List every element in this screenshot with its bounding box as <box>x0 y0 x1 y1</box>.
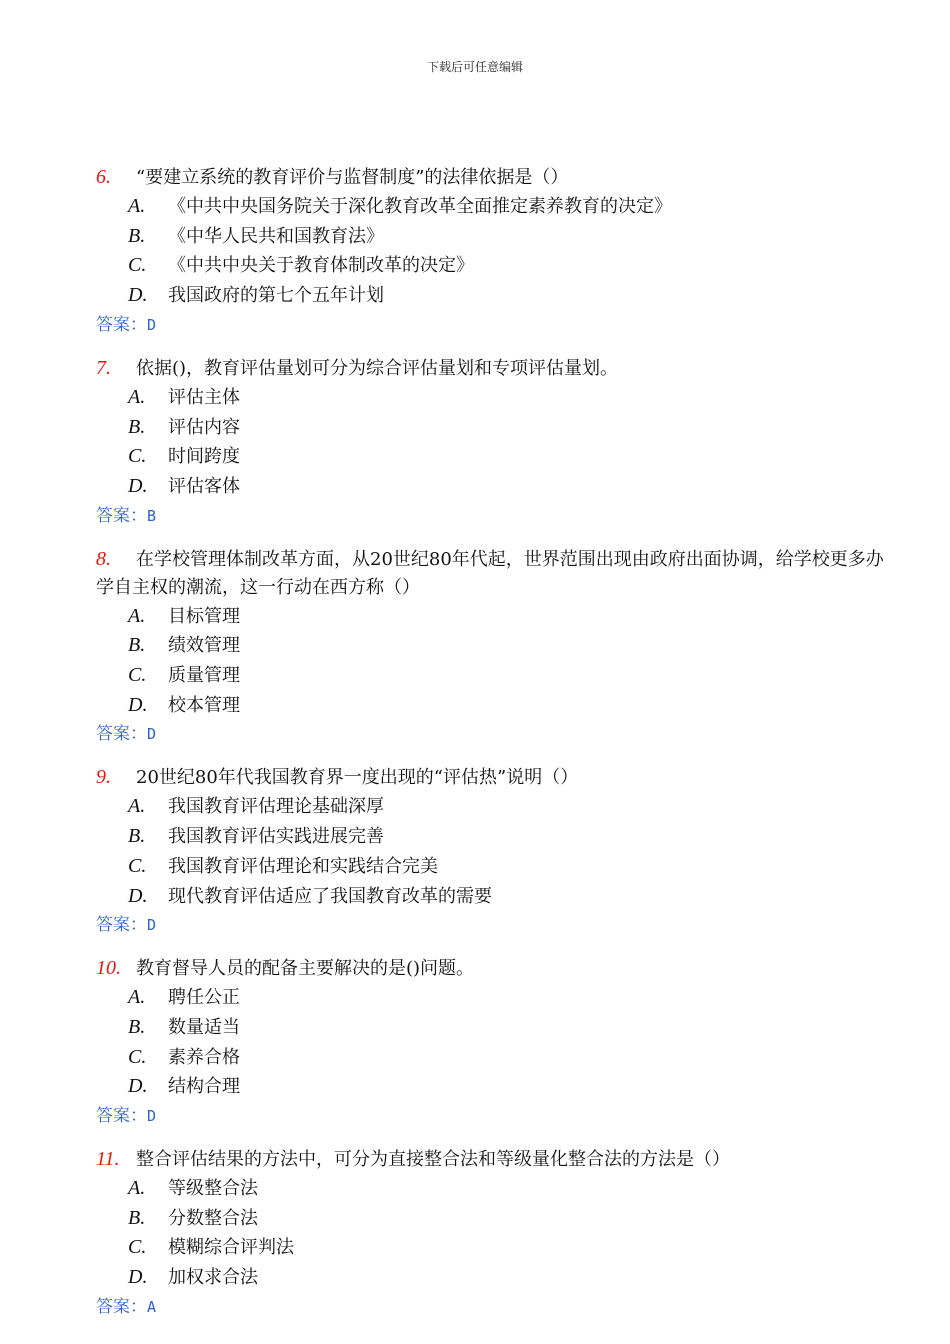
option-text: 质量管理 <box>168 665 240 687</box>
answer-value: A <box>147 1297 157 1316</box>
question-item <box>96 545 896 749</box>
answer-label: 答案： <box>96 1106 147 1127</box>
option-letter: C. <box>128 1045 147 1068</box>
option-letter: A. <box>128 1177 146 1200</box>
option-text: 我国教育评估理论基础深厚 <box>168 796 384 818</box>
option-item <box>96 822 896 852</box>
option-item <box>96 1204 896 1234</box>
answer-label: 答案： <box>96 915 147 936</box>
option-letter: D. <box>128 1266 148 1289</box>
option-item <box>96 1013 896 1043</box>
option-letter: A. <box>128 986 146 1009</box>
option-letter: C. <box>128 854 147 877</box>
option-letter: B. <box>128 1206 146 1229</box>
option-letter: D. <box>128 693 148 716</box>
option-text: 结构合理 <box>168 1076 240 1098</box>
question-number: 7. <box>96 356 111 379</box>
option-letter: B. <box>128 224 146 247</box>
option-text: 我国政府的第七个五年计划 <box>168 285 384 307</box>
option-item <box>96 472 896 502</box>
option-list <box>96 383 896 502</box>
option-text: 绩效管理 <box>168 635 240 657</box>
option-letter: B. <box>128 1015 146 1038</box>
option-item <box>96 1263 896 1293</box>
option-text: 目标管理 <box>168 605 240 627</box>
question-item <box>96 954 896 1130</box>
option-letter: D. <box>128 284 148 307</box>
option-text: 我国教育评估实践进展完善 <box>168 826 384 848</box>
answer-line <box>96 1102 896 1130</box>
answer-value: D <box>147 315 157 334</box>
option-letter: C. <box>128 254 147 277</box>
option-item <box>96 661 896 691</box>
option-letter: D. <box>128 884 148 907</box>
option-item <box>96 983 896 1013</box>
option-text: 数量适当 <box>168 1016 240 1038</box>
option-letter: C. <box>128 664 147 687</box>
option-item <box>96 281 896 311</box>
option-letter: D. <box>128 1075 148 1098</box>
question-stem <box>96 1145 896 1174</box>
option-letter: A. <box>128 385 146 408</box>
question-item <box>96 1145 896 1321</box>
option-item <box>96 192 896 222</box>
option-item <box>96 792 896 822</box>
answer-value: B <box>147 506 157 525</box>
answer-line <box>96 911 896 939</box>
page-header: 下载后可任意编辑 <box>426 60 523 74</box>
option-list <box>96 792 896 911</box>
option-text: 《中共中央国务院关于深化教育改革全面推定素养教育的决定》 <box>168 196 672 217</box>
option-text: 评估主体 <box>168 386 240 408</box>
option-letter: D. <box>128 474 148 497</box>
option-text: 校本管理 <box>168 694 240 716</box>
question-item <box>96 163 896 339</box>
answer-line <box>96 720 896 748</box>
option-letter: C. <box>128 1236 147 1259</box>
option-item <box>96 251 896 281</box>
option-item <box>96 631 896 661</box>
answer-value: D <box>147 916 157 935</box>
option-text: 评估内容 <box>168 416 240 438</box>
question-text: “要建立系统的教育评价与监督制度”的法律依据是（） <box>136 167 569 188</box>
question-number: 9. <box>96 766 111 789</box>
option-item <box>96 691 896 721</box>
question-text: 在学校管理体制改革方面，从20世纪80年代起，世界范围出现由政府出面协调，给学校更多办学自主权的潮流，这一行动在西方称（） <box>96 548 884 598</box>
option-letter: A. <box>128 195 146 217</box>
option-text: 《中共中央关于教育体制改革的决定》 <box>168 255 474 277</box>
question-list <box>96 163 896 1336</box>
question-number: 10. <box>96 957 121 980</box>
option-item <box>96 1072 896 1102</box>
option-text: 评估客体 <box>168 475 240 497</box>
answer-line <box>96 311 896 339</box>
question-stem <box>96 954 896 983</box>
question-stem <box>96 545 896 602</box>
option-text: 分数整合法 <box>168 1207 258 1229</box>
question-text: 20世纪80年代我国教育界一度出现的“评估热”说明（） <box>136 767 579 789</box>
option-item <box>96 383 896 413</box>
option-text: 加权求合法 <box>168 1267 258 1289</box>
option-item <box>96 852 896 882</box>
option-text: 聘任公正 <box>168 987 240 1009</box>
option-letter: A. <box>128 604 146 627</box>
answer-line <box>96 1293 896 1321</box>
option-item <box>96 602 896 632</box>
option-letter: C. <box>128 445 147 468</box>
answer-label: 答案： <box>96 724 147 745</box>
answer-value: D <box>147 1107 157 1126</box>
option-text: 等级整合法 <box>168 1178 258 1200</box>
option-letter: A. <box>128 795 146 818</box>
question-stem <box>96 354 896 383</box>
question-stem <box>96 763 896 792</box>
option-text: 素养合格 <box>168 1046 240 1068</box>
question-text: 整合评估结果的方法中，可分为直接整合法和等级量化整合法的方法是（） <box>136 1149 730 1171</box>
answer-label: 答案： <box>96 1296 147 1317</box>
option-list <box>96 602 896 721</box>
option-text: 我国教育评估理论和实践结合完美 <box>168 855 438 877</box>
option-item <box>96 1043 896 1073</box>
option-text: 模糊综合评判法 <box>168 1237 294 1259</box>
option-item <box>96 222 896 252</box>
option-list <box>96 983 896 1102</box>
option-letter: B. <box>128 825 146 848</box>
option-text: 时间跨度 <box>168 446 240 468</box>
option-list <box>96 1174 896 1293</box>
option-list <box>96 192 896 311</box>
option-text: 现代教育评估适应了我国教育改革的需要 <box>168 885 492 907</box>
answer-value: D <box>147 725 157 744</box>
option-item <box>96 413 896 443</box>
question-number: 8. <box>96 547 111 570</box>
answer-label: 答案： <box>96 505 147 526</box>
question-number: 6. <box>96 166 111 188</box>
option-item <box>96 1233 896 1263</box>
option-text: 《中华人民共和国教育法》 <box>168 225 384 247</box>
answer-label: 答案： <box>96 314 147 335</box>
question-item <box>96 354 896 530</box>
option-letter: B. <box>128 415 146 438</box>
question-text: 教育督导人员的配备主要解决的是()问题。 <box>136 958 475 980</box>
option-item <box>96 442 896 472</box>
question-number: 11. <box>96 1148 120 1171</box>
option-letter: B. <box>128 634 146 657</box>
question-item <box>96 763 896 939</box>
option-item <box>96 1174 896 1204</box>
question-stem <box>96 163 896 192</box>
answer-line <box>96 502 896 530</box>
question-text: 依据()，教育评估量划可分为综合评估量划和专项评估量划。 <box>136 357 619 379</box>
option-item <box>96 882 896 912</box>
